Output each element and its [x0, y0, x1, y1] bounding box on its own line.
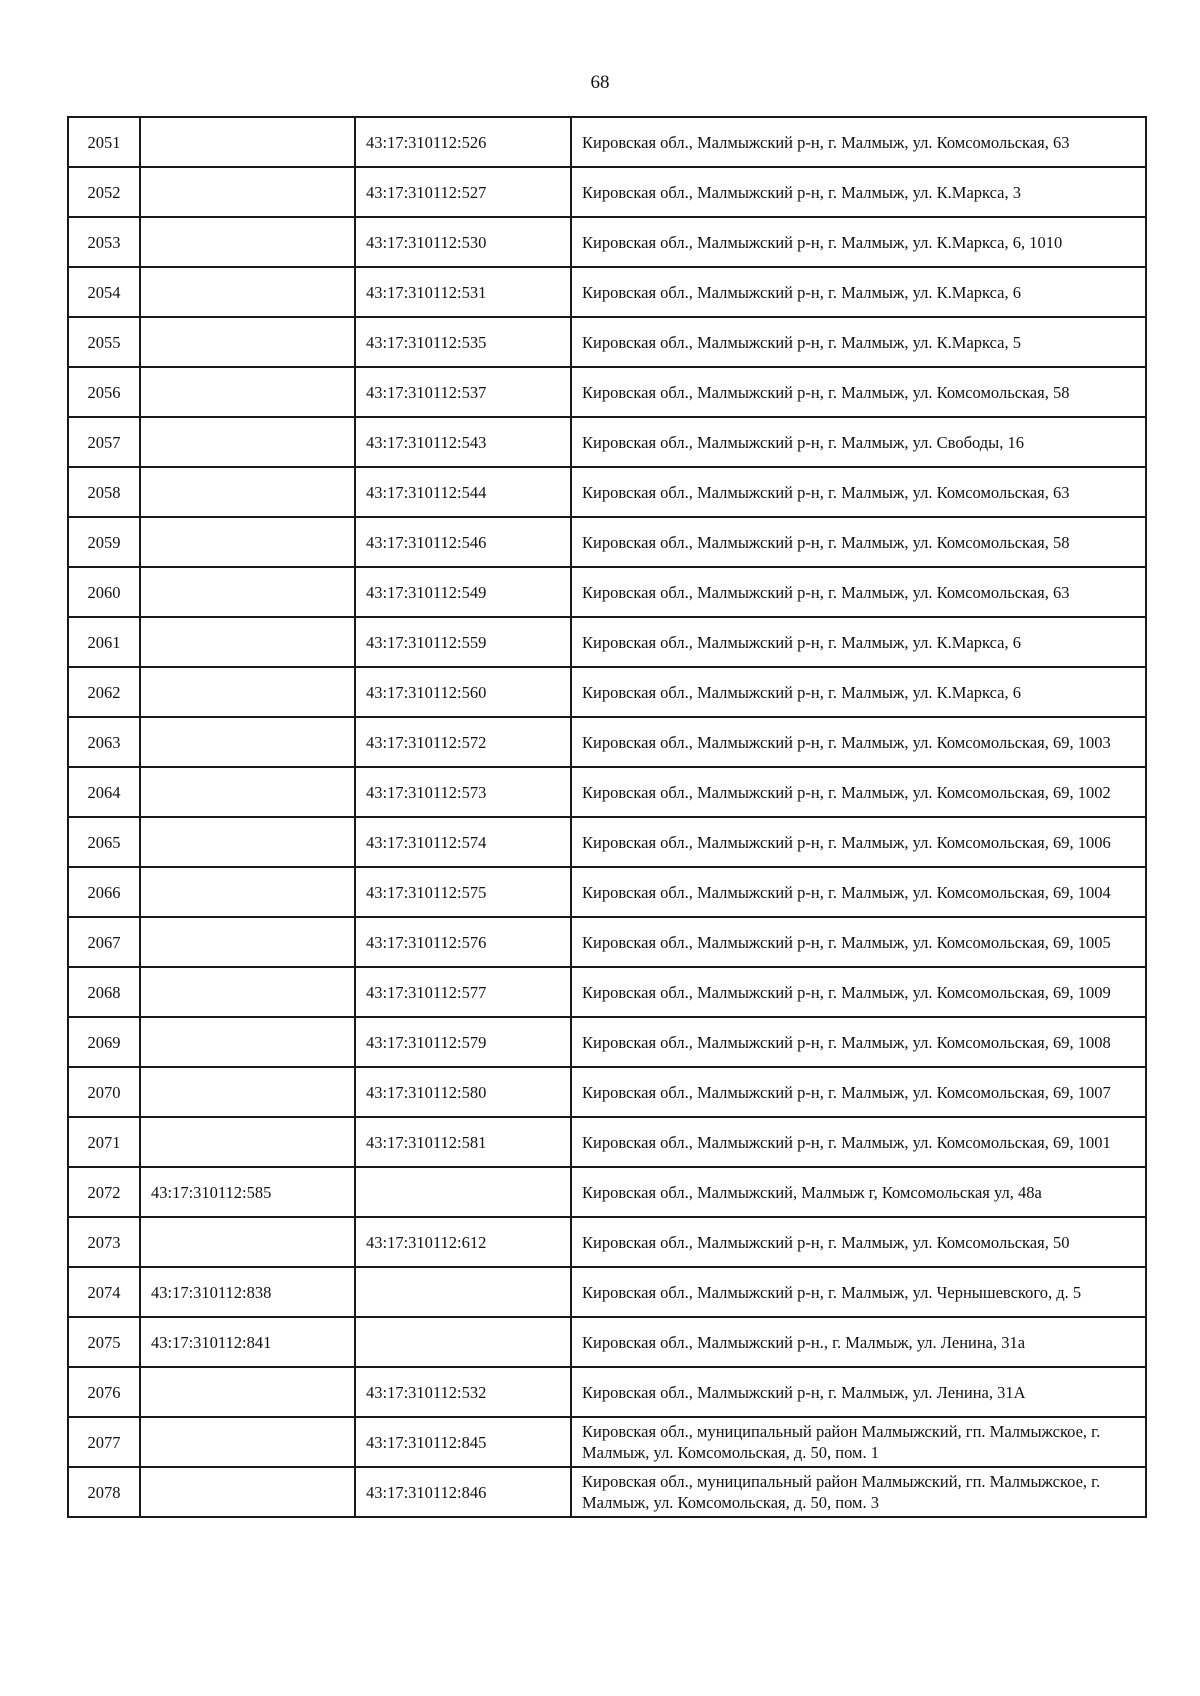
cadastral-number-cell	[140, 767, 355, 817]
address-cell: Кировская обл., Малмыжский, Малмыж г, Комсомольская ул, 48а	[571, 1167, 1146, 1217]
row-number-cell: 2054	[68, 267, 140, 317]
table-row	[68, 117, 1146, 167]
related-cadastral-number-cell: 43:17:310112:559	[355, 617, 571, 667]
row-number-cell: 2072	[68, 1167, 140, 1217]
related-cadastral-number-cell: 43:17:310112:612	[355, 1217, 571, 1267]
address-cell: Кировская обл., Малмыжский р-н, г. Малмыж, ул. Ленина, 31А	[571, 1367, 1146, 1417]
cadastral-number-cell	[140, 867, 355, 917]
address-cell: Кировская обл., Малмыжский р-н, г. Малмыж, ул. К.Маркса, 6	[571, 617, 1146, 667]
cadastral-number-cell	[140, 417, 355, 467]
row-number-cell: 2063	[68, 717, 140, 767]
row-number-cell: 2067	[68, 917, 140, 967]
address-cell: Кировская обл., Малмыжский р-н, г. Малмыж, ул. К.Маркса, 5	[571, 317, 1146, 367]
address-cell: Кировская обл., Малмыжский р-н, г. Малмыж, ул. Комсомольская, 69, 1003	[571, 717, 1146, 767]
related-cadastral-number-cell: 43:17:310112:846	[355, 1467, 571, 1517]
table-row	[68, 767, 1146, 817]
cadastral-number-cell	[140, 917, 355, 967]
table-row	[68, 1067, 1146, 1117]
address-cell: Кировская обл., муниципальный район Малмыжский, гп. Малмыжское, г. Малмыж, ул. Комсомольская, д. 50, пом. 3	[571, 1467, 1146, 1517]
row-number-cell: 2071	[68, 1117, 140, 1167]
address-cell: Кировская обл., Малмыжский р-н, г. Малмыж, ул. Комсомольская, 50	[571, 1217, 1146, 1267]
cadastral-number-cell	[140, 667, 355, 717]
table-row	[68, 917, 1146, 967]
related-cadastral-number-cell: 43:17:310112:526	[355, 117, 571, 167]
cadastral-number-cell	[140, 617, 355, 667]
related-cadastral-number-cell: 43:17:310112:575	[355, 867, 571, 917]
cadastral-number-cell	[140, 267, 355, 317]
address-cell: Кировская обл., Малмыжский р-н, г. Малмыж, ул. Комсомольская, 58	[571, 517, 1146, 567]
related-cadastral-number-cell	[355, 1317, 571, 1367]
address-cell: Кировская обл., Малмыжский р-н, г. Малмыж, ул. К.Маркса, 6	[571, 267, 1146, 317]
row-number-cell: 2076	[68, 1367, 140, 1417]
cadastral-number-cell	[140, 1117, 355, 1167]
row-number-cell: 2057	[68, 417, 140, 467]
related-cadastral-number-cell: 43:17:310112:580	[355, 1067, 571, 1117]
cadastral-number-cell	[140, 317, 355, 367]
related-cadastral-number-cell	[355, 1167, 571, 1217]
table-row	[68, 1417, 1146, 1467]
table-row	[68, 867, 1146, 917]
table-row	[68, 267, 1146, 317]
row-number-cell: 2074	[68, 1267, 140, 1317]
cadastral-number-cell	[140, 117, 355, 167]
address-cell: Кировская обл., Малмыжский р-н, г. Малмыж, ул. Комсомольская, 69, 1007	[571, 1067, 1146, 1117]
address-cell: Кировская обл., Малмыжский р-н, г. Малмыж, ул. К.Маркса, 6	[571, 667, 1146, 717]
row-number-cell: 2073	[68, 1217, 140, 1267]
table-row	[68, 967, 1146, 1017]
related-cadastral-number-cell: 43:17:310112:581	[355, 1117, 571, 1167]
table-row	[68, 417, 1146, 467]
address-cell: Кировская обл., Малмыжский р-н, г. Малмыж, ул. Комсомольская, 69, 1002	[571, 767, 1146, 817]
address-cell: Кировская обл., Малмыжский р-н, г. Малмыж, ул. Комсомольская, 63	[571, 467, 1146, 517]
table-row	[68, 317, 1146, 367]
related-cadastral-number-cell: 43:17:310112:546	[355, 517, 571, 567]
table-row	[68, 1217, 1146, 1267]
row-number-cell: 2070	[68, 1067, 140, 1117]
row-number-cell: 2056	[68, 367, 140, 417]
address-cell: Кировская обл., Малмыжский р-н, г. Малмыж, ул. Комсомольская, 58	[571, 367, 1146, 417]
registry-table-body	[68, 117, 1146, 1517]
table-row	[68, 1317, 1146, 1367]
address-cell: Кировская обл., Малмыжский р-н, г. Малмыж, ул. Комсомольская, 69, 1008	[571, 1017, 1146, 1067]
related-cadastral-number-cell: 43:17:310112:572	[355, 717, 571, 767]
row-number-cell: 2055	[68, 317, 140, 367]
cadastral-number-cell	[140, 1217, 355, 1267]
cadastral-number-cell	[140, 1417, 355, 1467]
row-number-cell: 2051	[68, 117, 140, 167]
row-number-cell: 2060	[68, 567, 140, 617]
cadastral-number-cell	[140, 567, 355, 617]
related-cadastral-number-cell: 43:17:310112:560	[355, 667, 571, 717]
cadastral-number-cell	[140, 167, 355, 217]
table-row	[68, 1467, 1146, 1517]
related-cadastral-number-cell: 43:17:310112:531	[355, 267, 571, 317]
related-cadastral-number-cell	[355, 1267, 571, 1317]
table-row	[68, 517, 1146, 567]
related-cadastral-number-cell: 43:17:310112:579	[355, 1017, 571, 1067]
row-number-cell: 2065	[68, 817, 140, 867]
cadastral-number-cell	[140, 1067, 355, 1117]
row-number-cell: 2061	[68, 617, 140, 667]
row-number-cell: 2078	[68, 1467, 140, 1517]
row-number-cell: 2069	[68, 1017, 140, 1067]
related-cadastral-number-cell: 43:17:310112:532	[355, 1367, 571, 1417]
related-cadastral-number-cell: 43:17:310112:574	[355, 817, 571, 867]
row-number-cell: 2052	[68, 167, 140, 217]
address-cell: Кировская обл., Малмыжский р-н, г. Малмыж, ул. К.Маркса, 6, 1010	[571, 217, 1146, 267]
table-row	[68, 367, 1146, 417]
cadastral-number-cell	[140, 217, 355, 267]
cadastral-number-cell: 43:17:310112:838	[140, 1267, 355, 1317]
row-number-cell: 2064	[68, 767, 140, 817]
table-row	[68, 1367, 1146, 1417]
cadastral-number-cell	[140, 1017, 355, 1067]
related-cadastral-number-cell: 43:17:310112:577	[355, 967, 571, 1017]
table-row	[68, 817, 1146, 867]
cadastral-number-cell	[140, 817, 355, 867]
address-cell: Кировская обл., муниципальный район Малмыжский, гп. Малмыжское, г. Малмыж, ул. Комсомольская, д. 50, пом. 1	[571, 1417, 1146, 1467]
related-cadastral-number-cell: 43:17:310112:527	[355, 167, 571, 217]
cadastral-number-cell	[140, 1467, 355, 1517]
related-cadastral-number-cell: 43:17:310112:845	[355, 1417, 571, 1467]
table-row	[68, 217, 1146, 267]
table-row	[68, 467, 1146, 517]
related-cadastral-number-cell: 43:17:310112:573	[355, 767, 571, 817]
address-cell: Кировская обл., Малмыжский р-н, г. Малмыж, ул. Комсомольская, 63	[571, 117, 1146, 167]
row-number-cell: 2059	[68, 517, 140, 567]
cadastral-number-cell	[140, 467, 355, 517]
related-cadastral-number-cell: 43:17:310112:537	[355, 367, 571, 417]
row-number-cell: 2058	[68, 467, 140, 517]
row-number-cell: 2053	[68, 217, 140, 267]
table-row	[68, 667, 1146, 717]
row-number-cell: 2075	[68, 1317, 140, 1367]
address-cell: Кировская обл., Малмыжский р-н, г. Малмыж, ул. К.Маркса, 3	[571, 167, 1146, 217]
address-cell: Кировская обл., Малмыжский р-н, г. Малмыж, ул. Комсомольская, 69, 1001	[571, 1117, 1146, 1167]
related-cadastral-number-cell: 43:17:310112:576	[355, 917, 571, 967]
table-row	[68, 717, 1146, 767]
related-cadastral-number-cell: 43:17:310112:543	[355, 417, 571, 467]
address-cell: Кировская обл., Малмыжский р-н, г. Малмыж, ул. Комсомольская, 63	[571, 567, 1146, 617]
cadastral-number-cell	[140, 717, 355, 767]
table-row	[68, 567, 1146, 617]
address-cell: Кировская обл., Малмыжский р-н, г. Малмыж, ул. Комсомольская, 69, 1006	[571, 817, 1146, 867]
table-row	[68, 1167, 1146, 1217]
row-number-cell: 2066	[68, 867, 140, 917]
page-number: 68	[590, 72, 610, 93]
table-row	[68, 617, 1146, 667]
cadastral-number-cell	[140, 967, 355, 1017]
address-cell: Кировская обл., Малмыжский р-н, г. Малмыж, ул. Чернышевского, д. 5	[571, 1267, 1146, 1317]
address-cell: Кировская обл., Малмыжский р-н, г. Малмыж, ул. Комсомольская, 69, 1009	[571, 967, 1146, 1017]
registry-table	[67, 116, 1147, 1518]
address-cell: Кировская обл., Малмыжский р-н, г. Малмыж, ул. Свободы, 16	[571, 417, 1146, 467]
address-cell: Кировская обл., Малмыжский р-н, г. Малмыж, ул. Комсомольская, 69, 1005	[571, 917, 1146, 967]
row-number-cell: 2077	[68, 1417, 140, 1467]
table-row	[68, 1267, 1146, 1317]
table-row	[68, 1017, 1146, 1067]
cadastral-number-cell: 43:17:310112:841	[140, 1317, 355, 1367]
cadastral-number-cell	[140, 367, 355, 417]
table-row	[68, 1117, 1146, 1167]
row-number-cell: 2068	[68, 967, 140, 1017]
address-cell: Кировская обл., Малмыжский р-н, г. Малмыж, ул. Комсомольская, 69, 1004	[571, 867, 1146, 917]
cadastral-number-cell: 43:17:310112:585	[140, 1167, 355, 1217]
cadastral-number-cell	[140, 517, 355, 567]
related-cadastral-number-cell: 43:17:310112:549	[355, 567, 571, 617]
related-cadastral-number-cell: 43:17:310112:530	[355, 217, 571, 267]
related-cadastral-number-cell: 43:17:310112:535	[355, 317, 571, 367]
table-row	[68, 167, 1146, 217]
cadastral-number-cell	[140, 1367, 355, 1417]
row-number-cell: 2062	[68, 667, 140, 717]
related-cadastral-number-cell: 43:17:310112:544	[355, 467, 571, 517]
address-cell: Кировская обл., Малмыжский р-н., г. Малмыж, ул. Ленина, 31а	[571, 1317, 1146, 1367]
